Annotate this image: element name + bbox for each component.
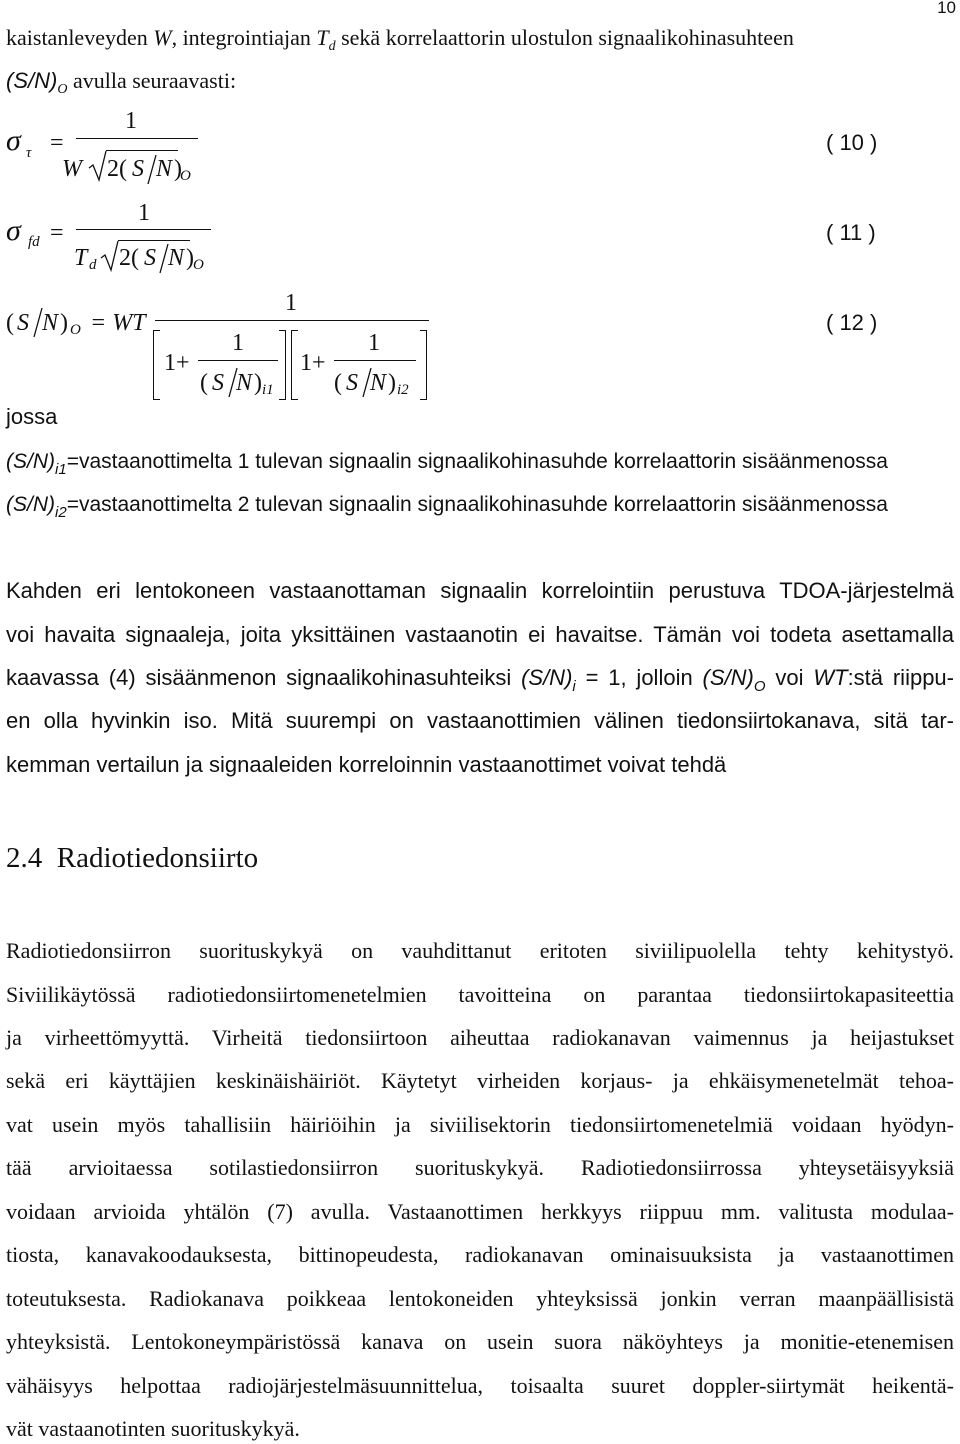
p1-line: en olla hyvinkin iso. Mitä suurempi on vastaanottimien välinen tiedonsiirtokanava, sitä tar- xyxy=(6,708,954,733)
p2-line: Radiotiedonsiirron suorituskykyä on vauhdittanut eritoten siviilipuolella tehty kehitystyö. xyxy=(6,938,954,963)
p2-line: Siviilikäytössä radiotiedonsiirtomenetelmien tavoitteina on parantaa tiedonsiirtokapasiteettia xyxy=(6,982,954,1007)
inner-numerator-1: 1 xyxy=(232,330,244,356)
equals-sign: = xyxy=(50,130,64,156)
inner-numerator-2: 1 xyxy=(368,330,380,356)
sub-i1: i1 xyxy=(262,382,274,398)
fraction-bar xyxy=(76,138,198,139)
symbol-SN: (S/N) xyxy=(6,68,58,93)
symbol-N: N xyxy=(370,370,387,396)
symbol-T-sub: d xyxy=(328,39,336,54)
equation-number-11: ( 11 ) xyxy=(826,220,876,245)
symbol-S: S xyxy=(144,245,156,271)
numerator: 1 xyxy=(285,290,297,316)
symbol-N: N xyxy=(42,310,59,336)
symbol-W: W xyxy=(62,156,82,182)
section-heading xyxy=(6,842,258,875)
close-paren: ) xyxy=(254,370,262,396)
definition-i2 xyxy=(6,492,888,526)
symbol-S: S xyxy=(132,156,144,182)
right-bracket-1 xyxy=(285,330,286,400)
one-plus-1: 1+ xyxy=(164,350,190,376)
intro-line-2 xyxy=(6,68,236,103)
p2-line: vät vastaanotinten suorituskykyä. xyxy=(6,1416,300,1441)
symbol-N: N xyxy=(156,156,173,182)
symbol-S: S xyxy=(346,370,358,396)
left-bracket-1 xyxy=(153,330,154,400)
close-paren: ) xyxy=(186,245,194,271)
bracket-tick xyxy=(291,330,298,331)
sigma-symbol: σ xyxy=(6,214,21,247)
p1-line: Kahden eri lentokoneen vastaanottaman signaalin korrelointiin perustuva TDOA-järjestelmä xyxy=(6,578,954,603)
two-open: 2( xyxy=(107,156,127,182)
def-sub: i1 xyxy=(55,461,67,478)
main-fraction-bar xyxy=(155,320,429,321)
symbol-T: T xyxy=(316,25,329,50)
jossa-label: jossa xyxy=(6,404,58,429)
open-paren: ( xyxy=(200,370,208,396)
intro-text-mid: , integrointiajan xyxy=(171,25,311,50)
intro-text-end: sekä korrelaattorin ulostulon signaalikohinasuhteen xyxy=(341,25,794,50)
equals-WT: = WT xyxy=(90,310,146,336)
close-paren: ) xyxy=(388,370,396,396)
close-paren: ) xyxy=(60,310,68,336)
p1-line: kemman vertailun ja signaaleiden korreloinnin vastaanottimet voivat tehdä xyxy=(6,752,727,777)
numerator: 1 xyxy=(125,108,137,134)
bracket-tick xyxy=(153,330,160,331)
open-paren: ( xyxy=(334,370,342,396)
sn-sub: i xyxy=(572,678,576,695)
page-number: 10 xyxy=(937,0,956,17)
sigma-symbol: σ xyxy=(6,124,21,157)
sub-O: O xyxy=(193,257,204,273)
bracket-tick xyxy=(153,399,160,400)
section-number: 2.4 xyxy=(6,842,43,874)
sn-sub: O xyxy=(753,678,766,695)
def-sub: i2 xyxy=(55,504,67,521)
section-title: Radiotiedonsiirto xyxy=(56,842,259,874)
sqrt-bar xyxy=(106,150,178,151)
p2-line: voidaan arvioida yhtälön (7) avulla. Vastaanottimen herkkyys riippuu mm. valitusta modulaa- xyxy=(6,1199,954,1224)
p1-text: :stä riippu- xyxy=(847,665,954,690)
bracket-tick xyxy=(279,399,286,400)
sub-O: O xyxy=(70,322,81,338)
definition-i1 xyxy=(6,449,888,483)
sub-d: d xyxy=(89,257,97,273)
symbol-S: S xyxy=(17,310,29,336)
p1-sn-i xyxy=(521,665,576,695)
bracket-tick xyxy=(279,330,286,331)
p2-line: tiosta, kanavakoodauksesta, bittinopeudesta, radiokanavan ominaisuuksista ja vastaanottimen xyxy=(6,1242,954,1267)
p2-line: tää arvioitaessa sotilastiedonsiirron suorituskykyä. Radiotiedonsiirrossa yhteysetäisyyksiä xyxy=(6,1155,954,1180)
equals-sign: = xyxy=(50,220,64,246)
numerator: 1 xyxy=(138,200,150,226)
symbol-SN-sub: O xyxy=(57,82,68,97)
sqrt-bar xyxy=(118,240,190,241)
p2-line: ja virheettömyyttä. Virheitä tiedonsiirtoon aiheuttaa radiokanavan vaimennus ja heijastukset xyxy=(6,1025,954,1050)
p2-line: vat usein myös tahallisiin häiriöihin ja siviilisektorin tiedonsiirtomenetelmiä voidaan hyödyn- xyxy=(6,1112,954,1137)
right-bracket-2 xyxy=(426,330,427,400)
left-bracket-2 xyxy=(291,330,292,400)
sub-O: O xyxy=(180,168,191,184)
wt-symbol: WT xyxy=(813,665,848,690)
fraction-bar xyxy=(76,229,211,230)
def-text: =vastaanottimelta 2 tulevan signaalin signaalikohinasuhde korrelaattorin sisäänmenossa xyxy=(66,493,888,516)
sqrt-sign xyxy=(88,150,108,182)
symbol-S: S xyxy=(212,370,224,396)
equation-number-12: ( 12 ) xyxy=(826,310,878,335)
p1-text: kaavassa (4) sisäänmenon signaalikohinasuhteiksi xyxy=(6,665,512,690)
two-open: 2( xyxy=(119,245,139,271)
def-symbol: (S/N) xyxy=(6,493,55,516)
close-paren: ) xyxy=(174,156,182,182)
symbol-N: N xyxy=(236,370,253,396)
p1-line: voi havaita signaaleja, joita yksittäinen vastaanotin ei havaitse. Tämän voi todeta asettamalla xyxy=(6,622,954,647)
p1-sn-o xyxy=(702,665,766,695)
intro-text: kaistanleveyden xyxy=(6,25,148,50)
intro-line-1 xyxy=(6,25,794,60)
inner-fraction-bar-1 xyxy=(198,360,278,361)
p1-wt xyxy=(813,665,954,690)
def-symbol: (S/N) xyxy=(6,450,55,473)
p2-line: sekä eri käyttäjien keskinäishäiriöt. Käytetyt virheiden korjaus- ja ehkäisymenetelmät tehoa- xyxy=(6,1068,954,1093)
p1-line-3 xyxy=(6,665,954,700)
sn-symbol: (S/N) xyxy=(521,665,573,690)
bracket-tick xyxy=(420,399,427,400)
open-paren: ( xyxy=(6,310,14,336)
def-text: =vastaanottimelta 1 tulevan signaalin signaalikohinasuhde korrelaattorin sisäänmenossa xyxy=(66,450,888,473)
equation-number-10: ( 10 ) xyxy=(826,130,878,155)
symbol-W: W xyxy=(153,25,172,50)
p2-line: vähäisyys helpottaa radiojärjestelmäsuunnittelua, toisaalta suuret doppler-siirtymät heikentä- xyxy=(6,1373,954,1398)
sigma-sub: fd xyxy=(28,234,40,250)
p2-line: yhteyksistä. Lentokoneympäristössä kanava on usein suora näköyhteys ja monitie-etenemisen xyxy=(6,1329,954,1354)
sn-symbol: (S/N) xyxy=(702,665,754,690)
p1-text: voi xyxy=(775,665,804,690)
symbol-T: T xyxy=(74,245,88,271)
intro-text-2: avulla seuraavasti: xyxy=(72,68,237,93)
sigma-sub: τ xyxy=(26,145,32,161)
p1-text: = 1, jolloin xyxy=(585,665,693,690)
bracket-tick xyxy=(291,399,298,400)
symbol-N: N xyxy=(168,245,185,271)
inner-fraction-bar-2 xyxy=(334,360,416,361)
bracket-tick xyxy=(420,330,427,331)
sqrt-sign xyxy=(100,240,120,272)
sub-i2: i2 xyxy=(397,382,409,398)
one-plus-2: 1+ xyxy=(300,350,326,376)
p2-line: toteutuksesta. Radiokanava poikkeaa lentokoneiden yhteyksissä jonkin verran maanpäällisistä xyxy=(6,1286,954,1311)
